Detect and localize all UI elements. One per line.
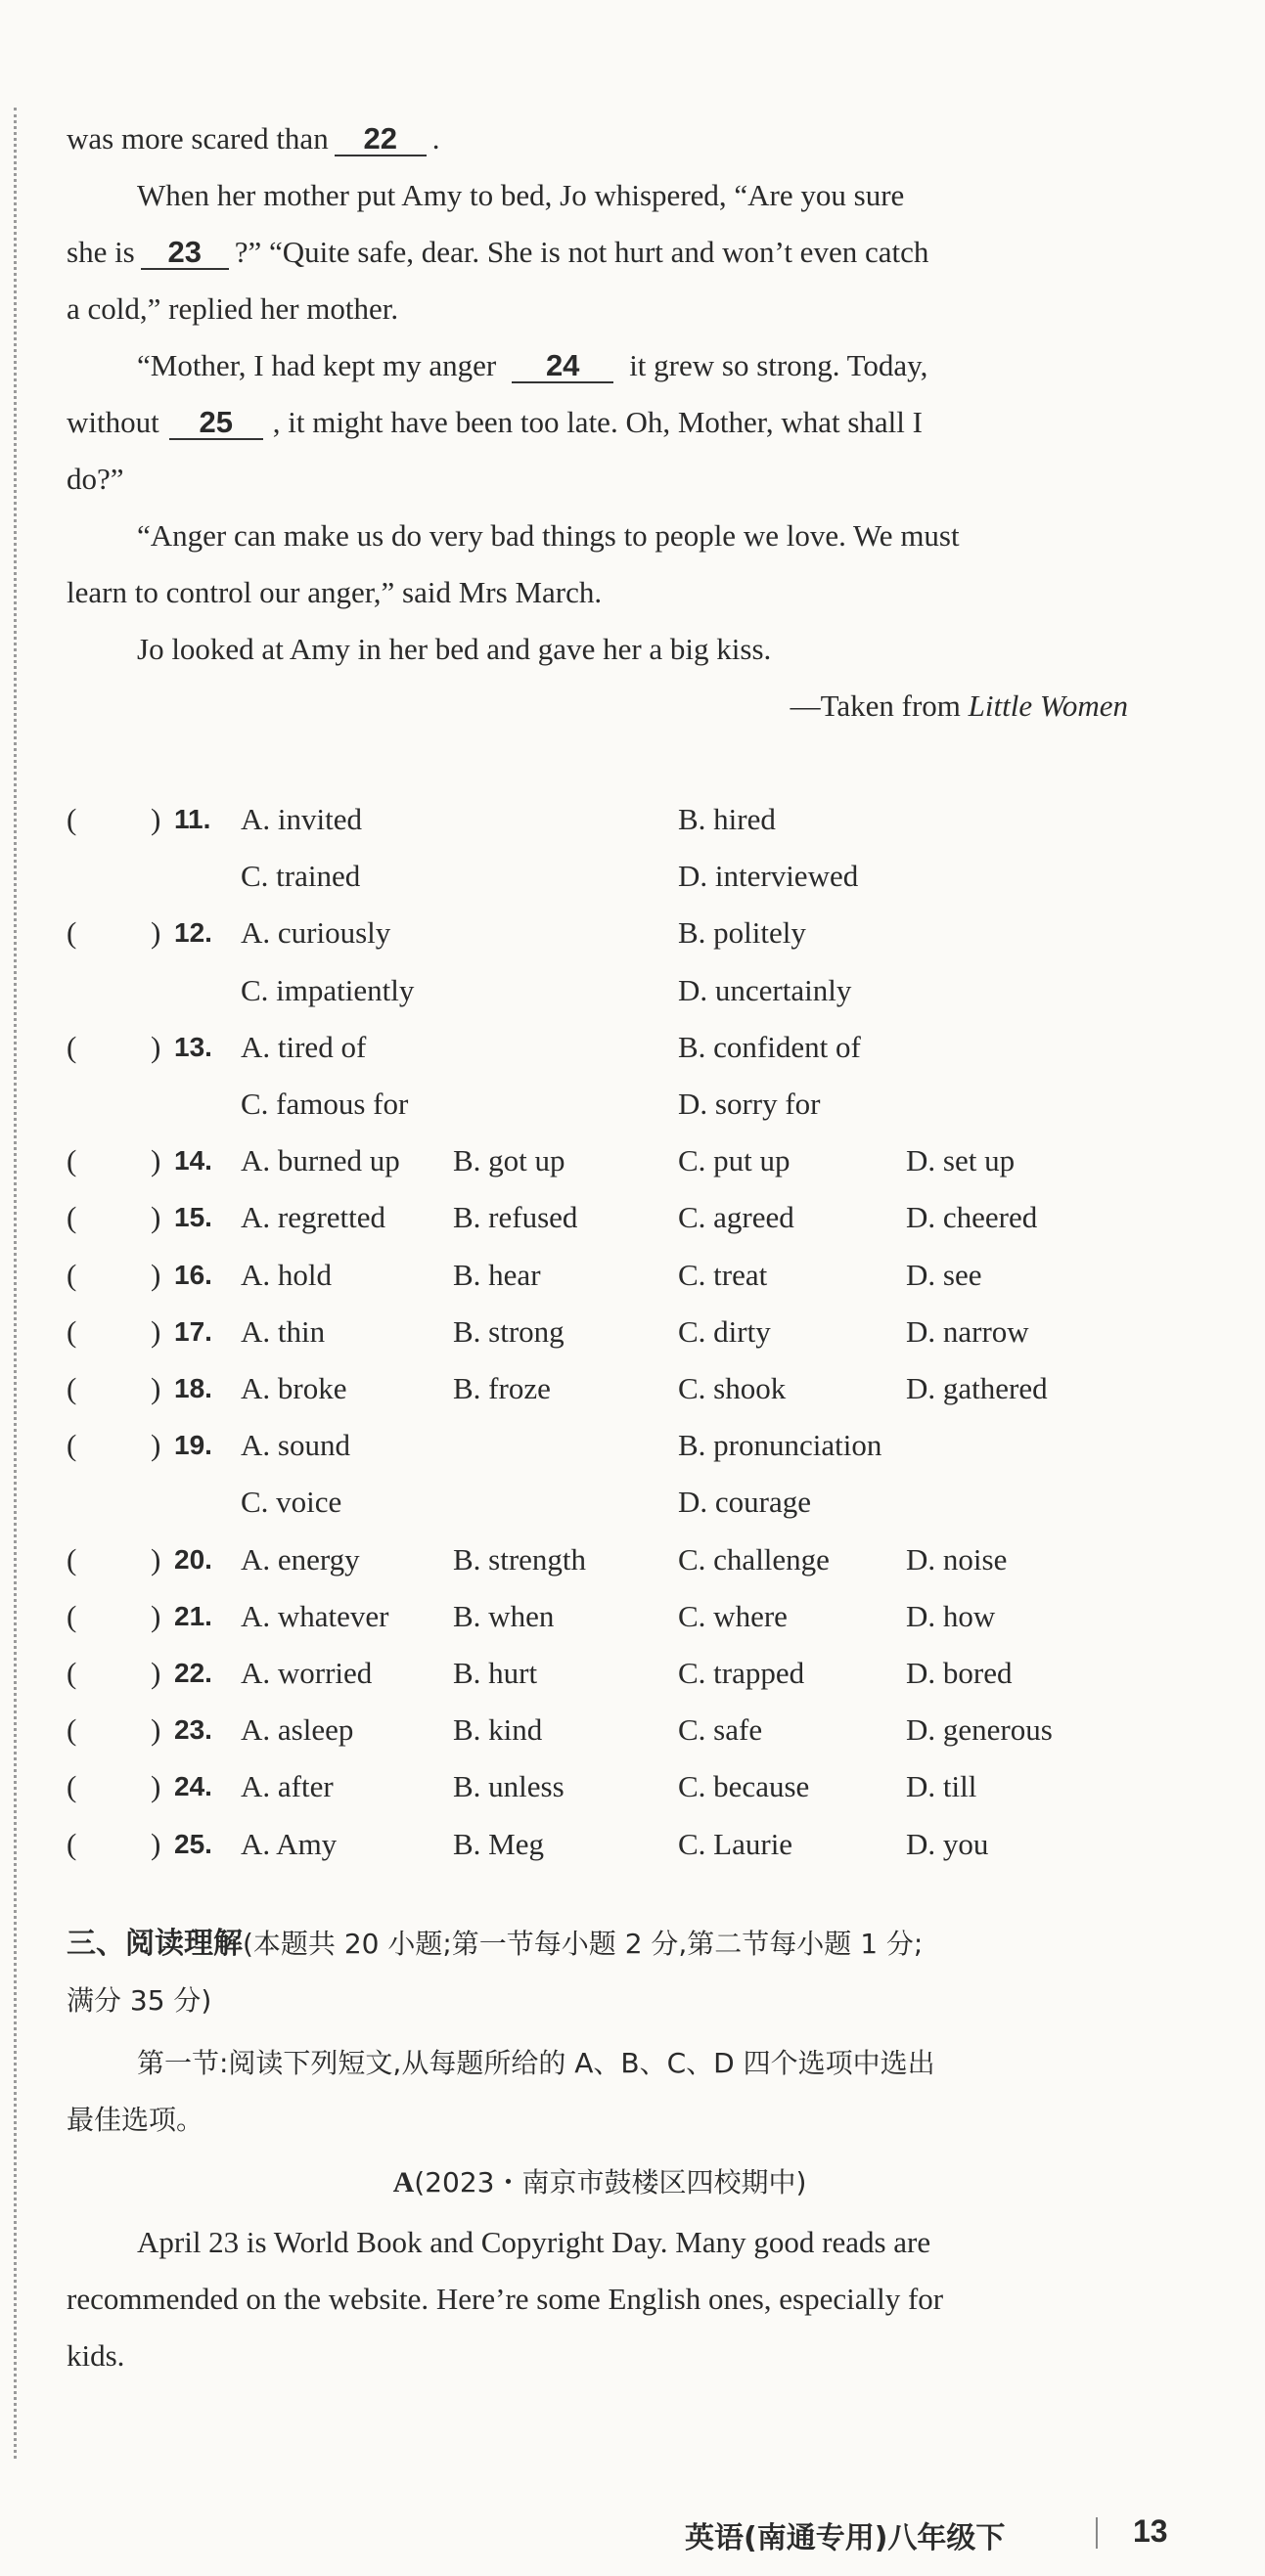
footer-divider	[1096, 2517, 1098, 2549]
option-d: D. noise	[906, 1542, 1008, 1577]
question-number: 11.	[174, 804, 211, 834]
option-b: B. Meg	[453, 1827, 544, 1861]
answer-paren-open[interactable]: (	[67, 1712, 77, 1747]
blank-23: 23	[141, 237, 229, 270]
option-b: B. got up	[453, 1143, 565, 1177]
blank-25: 25	[169, 407, 263, 440]
answer-paren-open[interactable]: (	[67, 1258, 77, 1292]
option-c: C. agreed	[678, 1200, 794, 1234]
option-d: D. bored	[906, 1656, 1013, 1690]
passage-line: she is 23 ?” “Quite safe, dear. She is not hurt and won’t even catch	[67, 235, 929, 269]
option-b: B. kind	[453, 1712, 543, 1747]
option-a: A. asleep	[241, 1712, 354, 1747]
section-instruction: 最佳选项。	[67, 2104, 204, 2136]
option-c: C. put up	[678, 1143, 791, 1177]
option-d: D. set up	[906, 1143, 1016, 1177]
answer-paren-open[interactable]: (	[67, 1827, 77, 1861]
binding-margin-dots	[14, 108, 17, 2459]
passage-source: —Taken from Little Women	[790, 688, 1128, 723]
answer-paren-close[interactable]: )	[151, 1143, 161, 1177]
option-c: C. treat	[678, 1258, 768, 1292]
option-a: A. regretted	[241, 1200, 386, 1234]
question-number: 12.	[174, 917, 212, 948]
section-heading: 三、阅读理解(本题共 20 小题;第一节每小题 2 分,第二节每小题 1 分;	[67, 1927, 924, 1961]
option-d: D. cheered	[906, 1200, 1038, 1234]
option-a: A. worried	[241, 1656, 373, 1690]
answer-paren-open[interactable]: (	[67, 1314, 77, 1349]
question-number: 19.	[174, 1430, 212, 1460]
option-c: C. because	[678, 1769, 810, 1803]
option-b: B. strength	[453, 1542, 587, 1577]
option-c: C. trained	[241, 859, 361, 893]
answer-paren-open[interactable]: (	[67, 1030, 77, 1064]
answer-paren-close[interactable]: )	[151, 1428, 161, 1462]
option-b: B. unless	[453, 1769, 565, 1803]
passage-a-heading: A(2023・南京市鼓楼区四校期中)	[392, 2166, 807, 2198]
answer-paren-close[interactable]: )	[151, 915, 161, 950]
blank-24: 24	[512, 350, 613, 383]
page-footer	[685, 2513, 1194, 2553]
answer-paren-close[interactable]: )	[151, 1542, 161, 1577]
question-number: 20.	[174, 1544, 212, 1575]
option-d: D. you	[906, 1827, 989, 1861]
option-a: A. sound	[241, 1428, 350, 1462]
option-a: A. curiously	[241, 915, 391, 950]
option-b: B. hear	[453, 1258, 541, 1292]
option-d: D. how	[906, 1599, 996, 1633]
option-b: B. froze	[453, 1371, 551, 1405]
answer-paren-open[interactable]: (	[67, 1656, 77, 1690]
answer-paren-open[interactable]: (	[67, 915, 77, 950]
option-d: D. sorry for	[678, 1087, 821, 1121]
passage-line: without 25 , it might have been too late. Oh, Mother, what shall I	[67, 405, 923, 439]
footer-subject: 英语(南通专用)八年级下	[685, 2521, 1006, 2555]
answer-paren-close[interactable]: )	[151, 1314, 161, 1349]
passage-a-line: April 23 is World Book and Copyright Day. Many good reads are	[137, 2225, 931, 2259]
option-a: A. Amy	[241, 1827, 338, 1861]
answer-paren-close[interactable]: )	[151, 802, 161, 836]
section-note: 满分 35 分)	[67, 1984, 212, 2017]
option-d: D. uncertainly	[678, 973, 852, 1007]
answer-paren-close[interactable]: )	[151, 1258, 161, 1292]
option-b: B. strong	[453, 1314, 565, 1349]
option-b: B. hurt	[453, 1656, 538, 1690]
question-number: 22.	[174, 1658, 212, 1688]
answer-paren-close[interactable]: )	[151, 1712, 161, 1747]
option-a: A. invited	[241, 802, 362, 836]
passage-a-line: kids.	[67, 2338, 125, 2373]
option-a: A. burned up	[241, 1143, 400, 1177]
option-b: B. when	[453, 1599, 555, 1633]
option-c: C. challenge	[678, 1542, 830, 1577]
option-b: B. politely	[678, 915, 806, 950]
answer-paren-close[interactable]: )	[151, 1200, 161, 1234]
option-c: C. dirty	[678, 1314, 771, 1349]
option-d: D. gathered	[906, 1371, 1048, 1405]
question-number: 23.	[174, 1714, 212, 1745]
question-number: 21.	[174, 1601, 212, 1631]
question-number: 14.	[174, 1145, 212, 1176]
question-number: 17.	[174, 1316, 212, 1347]
passage-line: a cold,” replied her mother.	[67, 291, 399, 326]
passage-a-line: recommended on the website. Here’re some English ones, especially for	[67, 2282, 944, 2316]
option-d: D. interviewed	[678, 859, 859, 893]
passage-line: When her mother put Amy to bed, Jo whispered, “Are you sure	[137, 178, 905, 212]
passage-line: “Mother, I had kept my anger 24 it grew so strong. Today,	[137, 348, 928, 382]
answer-paren-close[interactable]: )	[151, 1599, 161, 1633]
question-number: 13.	[174, 1032, 212, 1062]
option-b: B. confident of	[678, 1030, 861, 1064]
option-c: C. shook	[678, 1371, 787, 1405]
answer-paren-close[interactable]: )	[151, 1030, 161, 1064]
answer-paren-open[interactable]: (	[67, 1769, 77, 1803]
option-a: A. hold	[241, 1258, 332, 1292]
question-number: 24.	[174, 1771, 212, 1801]
blank-22: 22	[335, 123, 427, 156]
option-d: D. till	[906, 1769, 977, 1803]
option-c: C. voice	[241, 1485, 342, 1519]
option-b: B. refused	[453, 1200, 578, 1234]
question-number: 18.	[174, 1373, 212, 1403]
option-a: A. whatever	[241, 1599, 389, 1633]
passage-line: “Anger can make us do very bad things to people we love. We must	[137, 518, 960, 553]
option-d: D. generous	[906, 1712, 1053, 1747]
option-a: A. after	[241, 1769, 334, 1803]
answer-paren-open[interactable]: (	[67, 1428, 77, 1462]
answer-paren-open[interactable]: (	[67, 802, 77, 836]
option-d: D. narrow	[906, 1314, 1029, 1349]
answer-paren-open[interactable]: (	[67, 1599, 77, 1633]
question-number: 15.	[174, 1202, 212, 1232]
question-number: 25.	[174, 1829, 212, 1859]
option-c: C. Laurie	[678, 1827, 793, 1861]
passage-line: Jo looked at Amy in her bed and gave her a big kiss.	[137, 632, 772, 666]
page-number: 13	[1133, 2513, 1168, 2549]
option-c: C. trapped	[678, 1656, 805, 1690]
section-instruction: 第一节:阅读下列短文,从每题所给的 A、B、C、D 四个选项中选出	[137, 2047, 935, 2079]
passage-line: was more scared than 22 .	[67, 121, 440, 155]
option-c: C. impatiently	[241, 973, 415, 1007]
answer-paren-close[interactable]: )	[151, 1656, 161, 1690]
option-c: C. famous for	[241, 1087, 409, 1121]
option-d: D. courage	[678, 1485, 811, 1519]
answer-paren-close[interactable]: )	[151, 1827, 161, 1861]
answer-paren-open[interactable]: (	[67, 1143, 77, 1177]
option-c: C. where	[678, 1599, 788, 1633]
passage-line: do?”	[67, 462, 124, 496]
answer-paren-open[interactable]: (	[67, 1542, 77, 1577]
option-b: B. hired	[678, 802, 776, 836]
option-a: A. energy	[241, 1542, 360, 1577]
option-a: A. broke	[241, 1371, 347, 1405]
answer-paren-close[interactable]: )	[151, 1371, 161, 1405]
answer-paren-open[interactable]: (	[67, 1200, 77, 1234]
question-number: 16.	[174, 1260, 212, 1290]
option-a: A. thin	[241, 1314, 326, 1349]
answer-paren-close[interactable]: )	[151, 1769, 161, 1803]
answer-paren-open[interactable]: (	[67, 1371, 77, 1405]
passage-line: learn to control our anger,” said Mrs March.	[67, 575, 603, 609]
option-a: A. tired of	[241, 1030, 367, 1064]
option-b: B. pronunciation	[678, 1428, 882, 1462]
option-c: C. safe	[678, 1712, 763, 1747]
option-d: D. see	[906, 1258, 982, 1292]
